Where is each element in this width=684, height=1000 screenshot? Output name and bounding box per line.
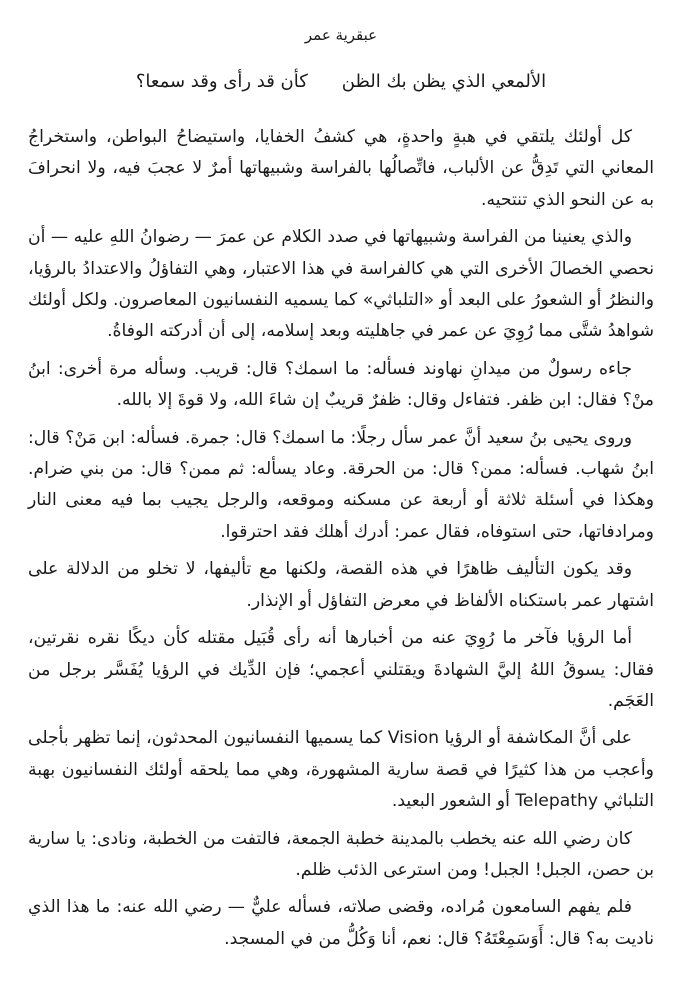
verse-second-hemistich: كأن قد رأى وقد سمعا؟ (135, 71, 308, 92)
paragraph: كان رضي الله عنه يخطب بالمدينة خطبة الجمعة، فالتفت من الخطبة، ونادى: يا سارية بن حصن، الجبل! الجبل! ومن استرعى الذئب ظلم. (28, 828, 654, 880)
paragraph: على أنَّ المكاشفة أو الرؤيا Vision كما يسميها النفسانيون المحدثون، إنما تظهر بأجلى وأعجب من هذا كثيرًا في قصة سارية المشهورة، وهي مما يلحقه أولئك النفسانيون بهبة التلباثي Telepathy أو الشعور البعيد. (28, 728, 654, 812)
paragraph: أما الرؤيا فآخر ما رُوِيَ عنه من أخبارها أنه رأى قُبَيل مقتله كأن ديكًا نقره نقرتين، فقال: يسوقُ اللهُ إليَّ الشهادةَ ويقتلني أعجمي؛ فإن الدِّيك في الرؤيا يُفَسَّر برجل من العَجَم. (28, 628, 654, 711)
paragraph: وروى يحيى بنُ سعيد أنَّ عمر سأل رجلًا: ما اسمك؟ قال: جمرة. فسأله: ابن مَنْ؟ قال: ابنُ شهاب. فسأله: ممن؟ قال: من الحرقة. وعاد يسأله: ثم ممن؟ قال: من بني ضرام. وهكذا في أسئلة ثلاثة أو أربعة عن مسكنه وموقعه، والرجل يجيب بما فيه معنى النار ومرادفاتها، حتى استوفاه، فقال عمر: أدرك أهلك فقد احترقوا. (28, 427, 654, 542)
paragraph: كل أولئك يلتقي في هبةٍ واحدةٍ، هي كشفُ الخفايا، واستيضاحُ البواطن، واستخراجُ المعاني التي تَدِقُّ عن الألباب، فاتِّصالُها بالفراسة وشبيهاتها أمرٌ لا عجبَ فيه، ولا انحرافَ به عن النحو الذي تنتحيه. (28, 127, 654, 210)
verse-first-hemistich: الألمعي الذي يظن بك الظن (341, 71, 547, 92)
paragraph: فلم يفهم السامعون مُراده، وقضى صلاته، فسأله عليٌّ — رضي الله عنه: ما هذا الذي ناديت به؟ قال: أَوَسَمِعْتَهُ؟ قال: نعم، أنا وَكُلُّ من في المسجد. (28, 897, 654, 949)
paragraph: جاءه رسولٌ من ميدانِ نهاوند فسأله: ما اسمك؟ قال: قريب. وسأله مرة أخرى: ابنُ منْ؟ فقال: ابن ظفر. فتفاءل وقال: ظفرٌ قريبٌ إن شاءَ الله، ولا قوةَ إلا بالله. (28, 358, 654, 411)
paragraph: والذي يعنينا من الفراسة وشبيهاتها في صدد الكلام عن عمرَ — رضوانُ اللهِ عليه — أن نحصي الخصالَ الأخرى التي هي كالفراسة في هذا الاعتبار، وهي التفاؤلُ والاعتدادُ بالرؤيا، والنظرُ أو الشعورُ على البعد أو «التلباثي» كما يسميه النفسانيون المعاصرون. ولكل أولئك شواهدُ شتَّى مما رُوِيَ عن عمر في جاهليته وبعد إسلامه، إلى أن أدركته الوفاةُ. (28, 227, 654, 342)
body-text (28, 122, 654, 955)
poetry-verse (28, 68, 654, 96)
running-header: عبقرية عمر (304, 26, 378, 44)
paragraph: وقد يكون التأليف ظاهرًا في هذه القصة، ولكنها مع تأليفها، لا تخلو من الدلالة على اشتهار عمر باستكناه الألفاظ في معرض التفاؤل أو الإنذار. (28, 559, 654, 611)
